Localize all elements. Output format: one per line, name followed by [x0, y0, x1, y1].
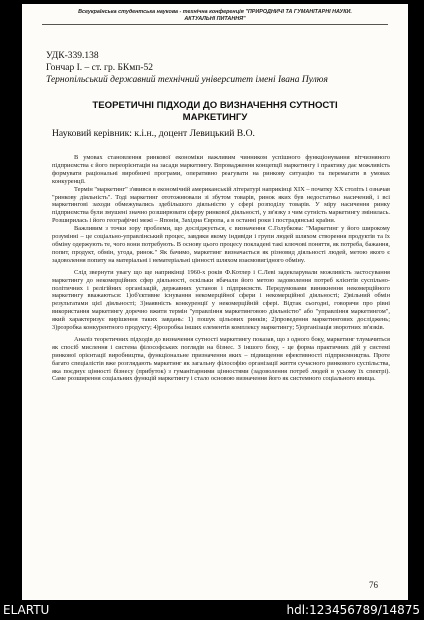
paragraph: Важливим з точки зору проблеми, що досліджується, є визначення С.Голубкова: "Маркетинг у його широкому розумінні – це соціально-управлінський процес, завдяки якому індивіди і групи людей шляхом створення продуктів та їх обміну одержують те, чого вони потребують. В основу цього процесу покладені такі ключові поняття, як потреба, бажання, попит, продукт, обмін, угода, ринок." Як бачимо, маркетинг визначається як різновид діяльності людей, метою якого є задоволення попиту на матеріальні і нематеріальні цінності шляхом взаємовигідного обміну.: [52, 225, 390, 264]
title-line-1: ТЕОРЕТИЧНІ ПІДХОДИ ДО ВИЗНАЧЕННЯ СУТНОСТІ: [92, 100, 338, 111]
body-text: [52, 154, 390, 383]
handle-identifier[interactable]: hdl:123456789/14875: [286, 603, 420, 617]
repository-name: ELARTU: [3, 603, 50, 617]
paragraph: Термін "маркетинг" з'явився в економічній американській літературі наприкінці XIX – початку XX століть і означав "ринкову діяльність". Тоді маркетинг ототожнювали зі збутом товарів, ринок яких був недостатньо насичений, і всі маркетингові заходи обмежувались здебільшого діяльністю у сфері розподілу товарів. У міру насичення ринку підприємства були змушені значно розширювати сферу ринкової діяльності, у зв'язку з чим сутність маркетингу змінилась. Розширилась і його географічні межі – Японія, Західна Європа, а в останні роки і пострадянські країни.: [52, 185, 390, 225]
header-divider: [42, 24, 388, 25]
page-number: 76: [369, 580, 378, 590]
paragraph: В умовах становлення ринкової економіки важливим чинником успішного функціонування вітчизняного підприємства є його переорієнтація на засади маркетингу. Впровадження концепції маркетингу і практику дає можливість формувати раціональні виробничі програми, оперативно реагувати на ринкову ситуацію та перемагати в умовах конкуренції.: [52, 154, 390, 185]
running-header-line-2: АКТУАЛЬНІ ПИТАННЯ": [184, 15, 246, 22]
article-title: [50, 100, 380, 123]
udc-code: УДК-339.138: [46, 51, 99, 61]
running-header-line-1: Всеукраїнська студентська наукова - технічна конференція "ПРИРОДНИЧІ ТА ГУМАНІТАРНІ НАУКИ.: [78, 9, 352, 15]
title-line-2: МАРКЕТИНГУ: [182, 111, 248, 123]
repository-footer-bar: [0, 600, 424, 620]
supervisor-line: Науковий керівник: к.і.н., доцент Левицький В.О.: [52, 128, 255, 139]
paragraph: Аналіз теоретичних підходів до визначення сутності маркетингу показав, що з одного боку, маркетинг тлумачиться як спосіб мислення і система філософських поглядів на бізнес. З іншого боку, - це форма практичних дій у системі ринкової орієнтації виробництва, функціональне призначення яких – підвищення ефективності підприємництва. Проте багато спеціалістів вже розглядають маркетинг як загальну філософію організації життя сучасного ринкового суспільства, яка поєднує цінності бізнесу (прибуток) з гуманітарними цінностями (задоволення потреб людей в усьому їх спектрі). Саме розширення соціальних функцій маркетингу і стало основою визначення його як системного соціального явища.: [52, 335, 390, 383]
author-line: Гончар І. – ст. гр. БКмп-52: [46, 63, 154, 73]
paragraph: Слід звернути увагу що ще наприкінці 1960-х років Ф.Котлер і С.Леві задекларували можливість застосування маркетингу до некомерційних сфер діяльності, оскільки вбачали його метою задоволення потреб клієнтів суспільно-політичних і релігійних організацій, державних установ і підприємств. Передумовами виникнення некомерційного маркетингу вважаються: 1)об'єктивне існування некомерційної сфери і некомерційної діяльності; 2)вільний обмін результатами цієї діяльності; 3)наявність конкуренції у некомерційній сфері. Відтак сьогодні, говорячи про рівні використання маркетингу доречно вжити термін "управління маркетинговою діяльністю" або "управління маркетингом", який характеризує вирішення таких завдань: 1) пошук цільових ринків; 2)проведення маркетингових досліджень; 3)розробка конкурентного продукту; 4)розробка інших елементів комплексу маркетингу; 5)організація зворотних зв'язків.: [52, 268, 390, 332]
document-page: [22, 4, 408, 600]
affiliation: Тернопільський державний технічний університет імені Івана Пулюя: [46, 75, 328, 85]
running-header: [22, 9, 408, 22]
